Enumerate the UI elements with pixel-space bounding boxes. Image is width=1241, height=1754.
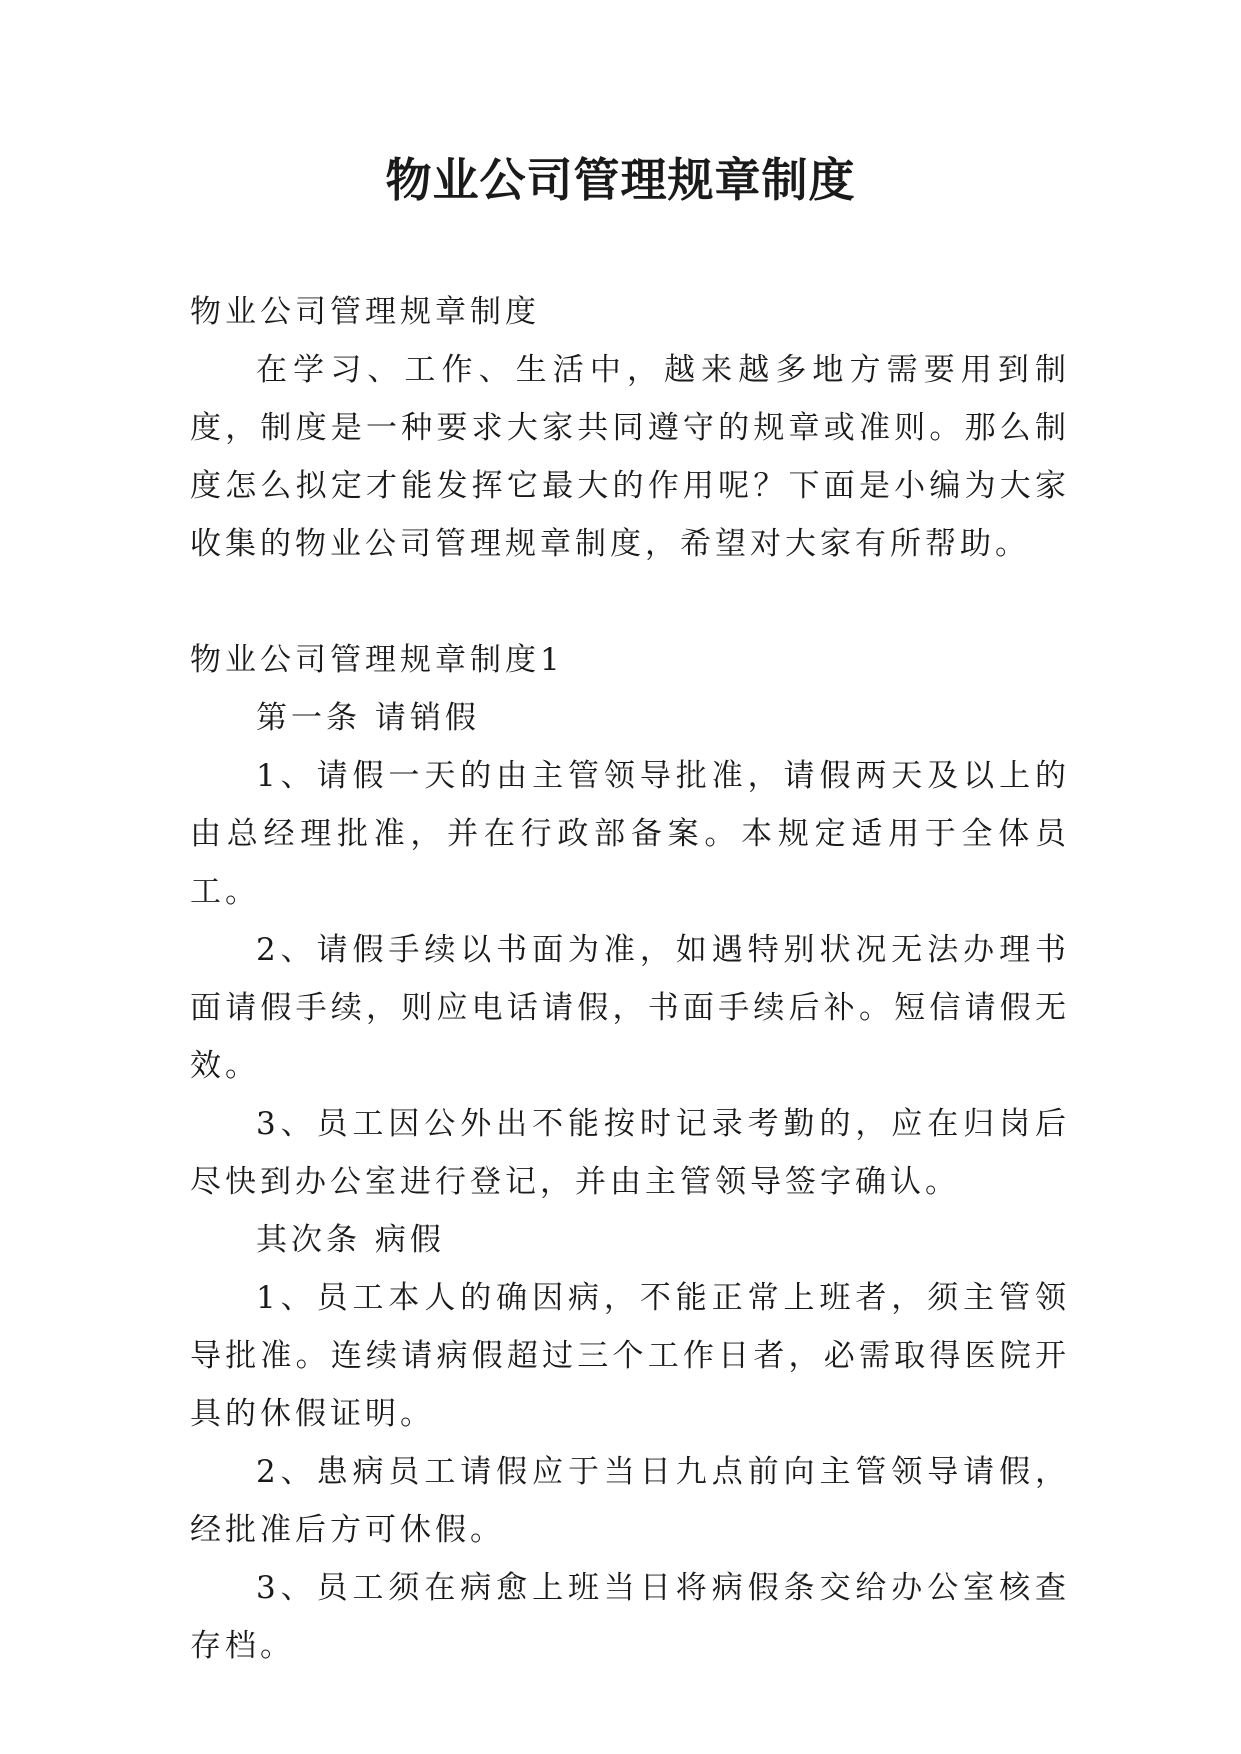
document-title: 物业公司管理规章制度	[385, 153, 856, 207]
intro-paragraph: 在学习、工作、生活中，越来越多地方需要用到制度，制度是一种要求大家共同遵守的规章或准则。那么制度怎么拟定才能发挥它最大的作用呢？下面是小编为大家收集的物业公司管理规章制度，希望对大家有所帮助。	[190, 352, 1070, 562]
clause-paragraph: 1、员工本人的确因病，不能正常上班者，须主管领导批准。连续请病假超过三个工作日者，必需取得医院开具的休假证明。	[190, 1280, 1070, 1432]
section-heading: 物业公司管理规章制度	[190, 294, 540, 330]
clause-paragraph: 3、员工须在病愈上班当日将病假条交给办公室核查存档。	[190, 1570, 1070, 1664]
clause-paragraph: 1、请假一天的由主管领导批准，请假两天及以上的由总经理批准，并在行政部备案。本规定适用于全体员工。	[190, 758, 1070, 910]
document-body	[190, 283, 1070, 1675]
article-heading: 其次条 病假	[256, 1222, 445, 1258]
clause-paragraph: 3、员工因公外出不能按时记录考勤的，应在归岗后尽快到办公室进行登记，并由主管领导签字确认。	[190, 1106, 1070, 1200]
section-heading: 物业公司管理规章制度1	[190, 642, 564, 678]
article-heading: 第一条 请销假	[256, 700, 480, 736]
clause-paragraph: 2、患病员工请假应于当日九点前向主管领导请假，经批准后方可休假。	[190, 1454, 1070, 1548]
clause-paragraph: 2、请假手续以书面为准，如遇特别状况无法办理书面请假手续，则应电话请假，书面手续后补。短信请假无效。	[190, 932, 1070, 1084]
